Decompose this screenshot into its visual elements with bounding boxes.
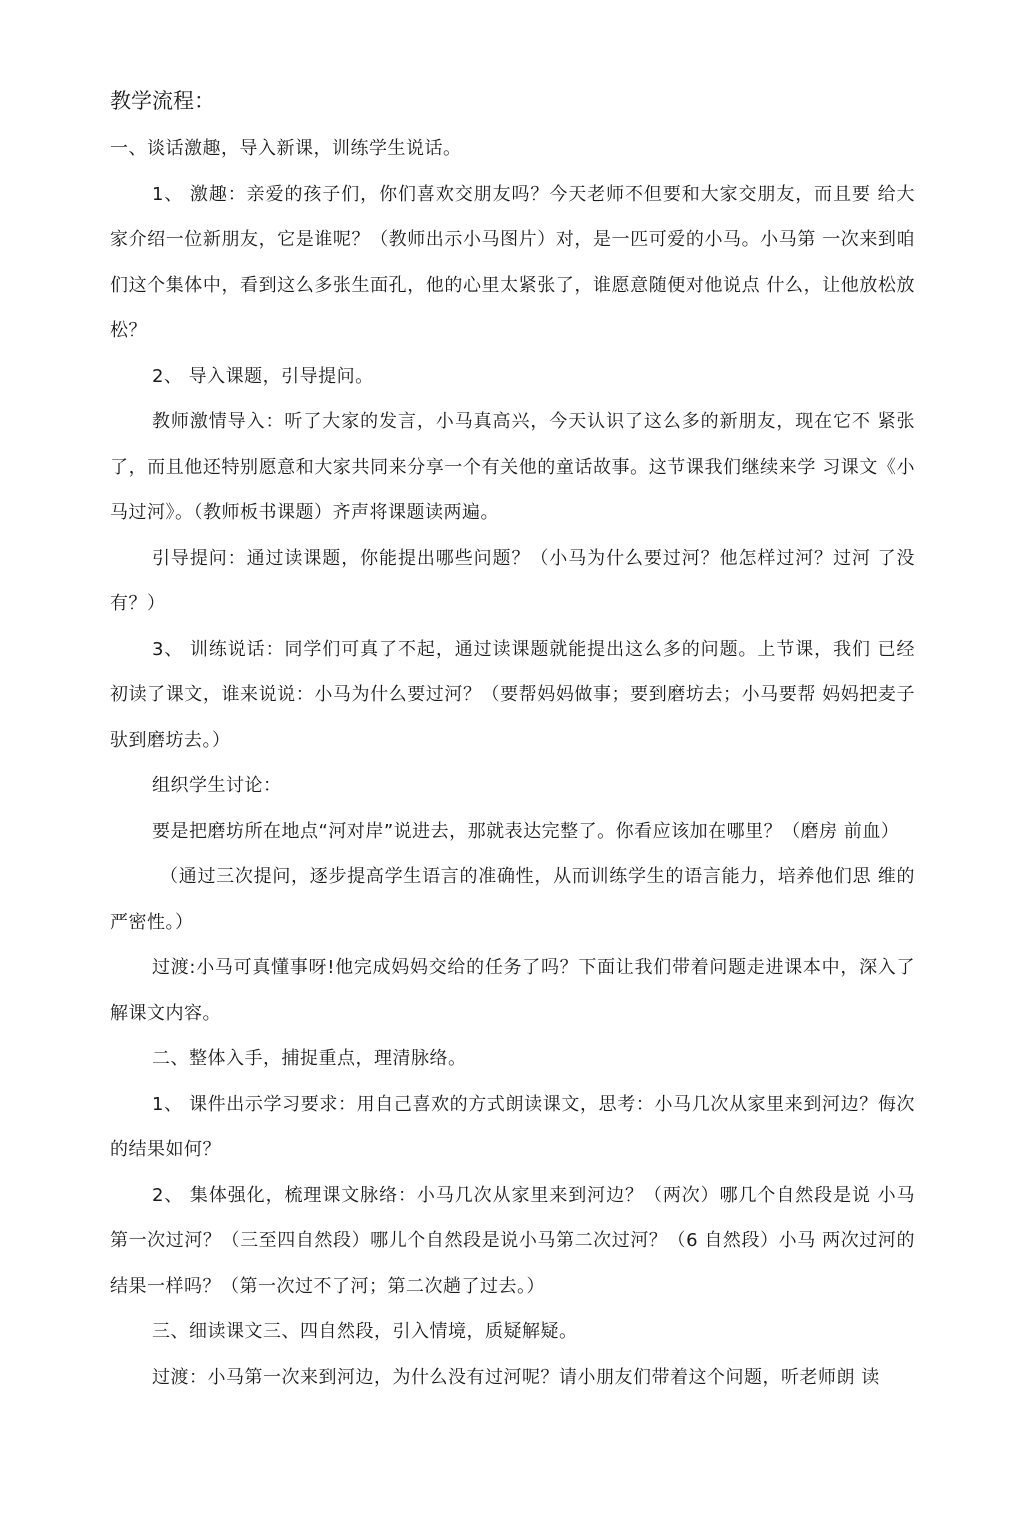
paragraph-4: 引导提问：通过读课题，你能提出哪些问题？（小马为什么要过河？他怎样过河？过河 了没有？） — [110, 547, 915, 614]
paragraph-1: 1、 激趣：亲爱的孩子们，你们喜欢交朋友吗？今天老师不但要和大家交朋友，而且要 给大家介绍一位新朋友，它是谁呢？（教师出示小马图片）对，是一匹可爱的小马。小马第 一次来到咱们这个集体中，看到这么多张生面孔，他的心里太紧张了，谁愿意随便对他说点 什么，让他放松放松？ — [110, 183, 915, 341]
paragraph-2: 2、 导入课题，引导提问。 — [152, 365, 374, 387]
paragraph-10: 1、 课件出示学习要求：用自己喜欢的方式朗读课文，思考：小马几次从家里来到河边？侮次的结果如何？ — [110, 1093, 915, 1160]
paragraph-11: 2、 集体强化，梳理课文脉络：小马几次从家里来到河边？（两次）哪几个自然段是说 小马第一次过河？（三至四自然段）哪儿个自然段是说小马第二次过河？（6 自然段）小马 两次过河的结果一样吗？（第一次过不了河；第二次趟了过去。） — [110, 1184, 915, 1297]
paragraph-3: 教师激情导入：听了大家的发言，小马真高兴，今天认识了这么多的新朋友，现在它不 紧张了，而且他还特别愿意和大家共同来分享一个有关他的童话故事。这节课我们继续来学 习课文《小马过河》。（教师板书课题）齐声将课题读两遍。 — [110, 411, 915, 523]
paragraph-6: 组织学生讨论： — [152, 775, 282, 796]
section-title-3: 三、细读课文三、四自然段，引入情境，质疑解疑。 — [152, 1321, 578, 1342]
paragraph-8: （通过三次提问，逐步提高学生语言的准确性，从而训练学生的语言能力，培养他们思 维的严密性。） — [110, 866, 915, 933]
section-title-1: 一、谈话激趣，导入新课，训练学生说话。 — [110, 138, 462, 159]
section-title-2: 二、整体入手，捕捉重点，理清脉络。 — [152, 1048, 467, 1069]
document-page — [110, 84, 915, 1400]
paragraph-12: 过渡：小马第一次来到河边，为什么没有过河呢？请小朋友们带着这个问题，听老师朗 读 — [152, 1366, 880, 1388]
section-heading: 教学流程： — [110, 89, 215, 113]
paragraph-9: 过渡:小马可真懂事呀!他完成妈妈交给的任务了吗？下面让我们带着问题走进课本中，深入了解课文内容。 — [110, 957, 915, 1024]
paragraph-5: 3、 训练说话：同学们可真了不起，通过读课题就能提出这么多的问题。上节课，我们 已经初读了课文，谁来说说：小马为什么要过河？（要帮妈妈做事；要到磨坊去；小马要帮 妈妈把麦子驮到磨坊去。） — [110, 638, 915, 751]
paragraph-7: 要是把磨坊所在地点“河对岸”说进去，那就表达完整了。你看应该加在哪里？（磨房 前血） — [152, 820, 900, 842]
